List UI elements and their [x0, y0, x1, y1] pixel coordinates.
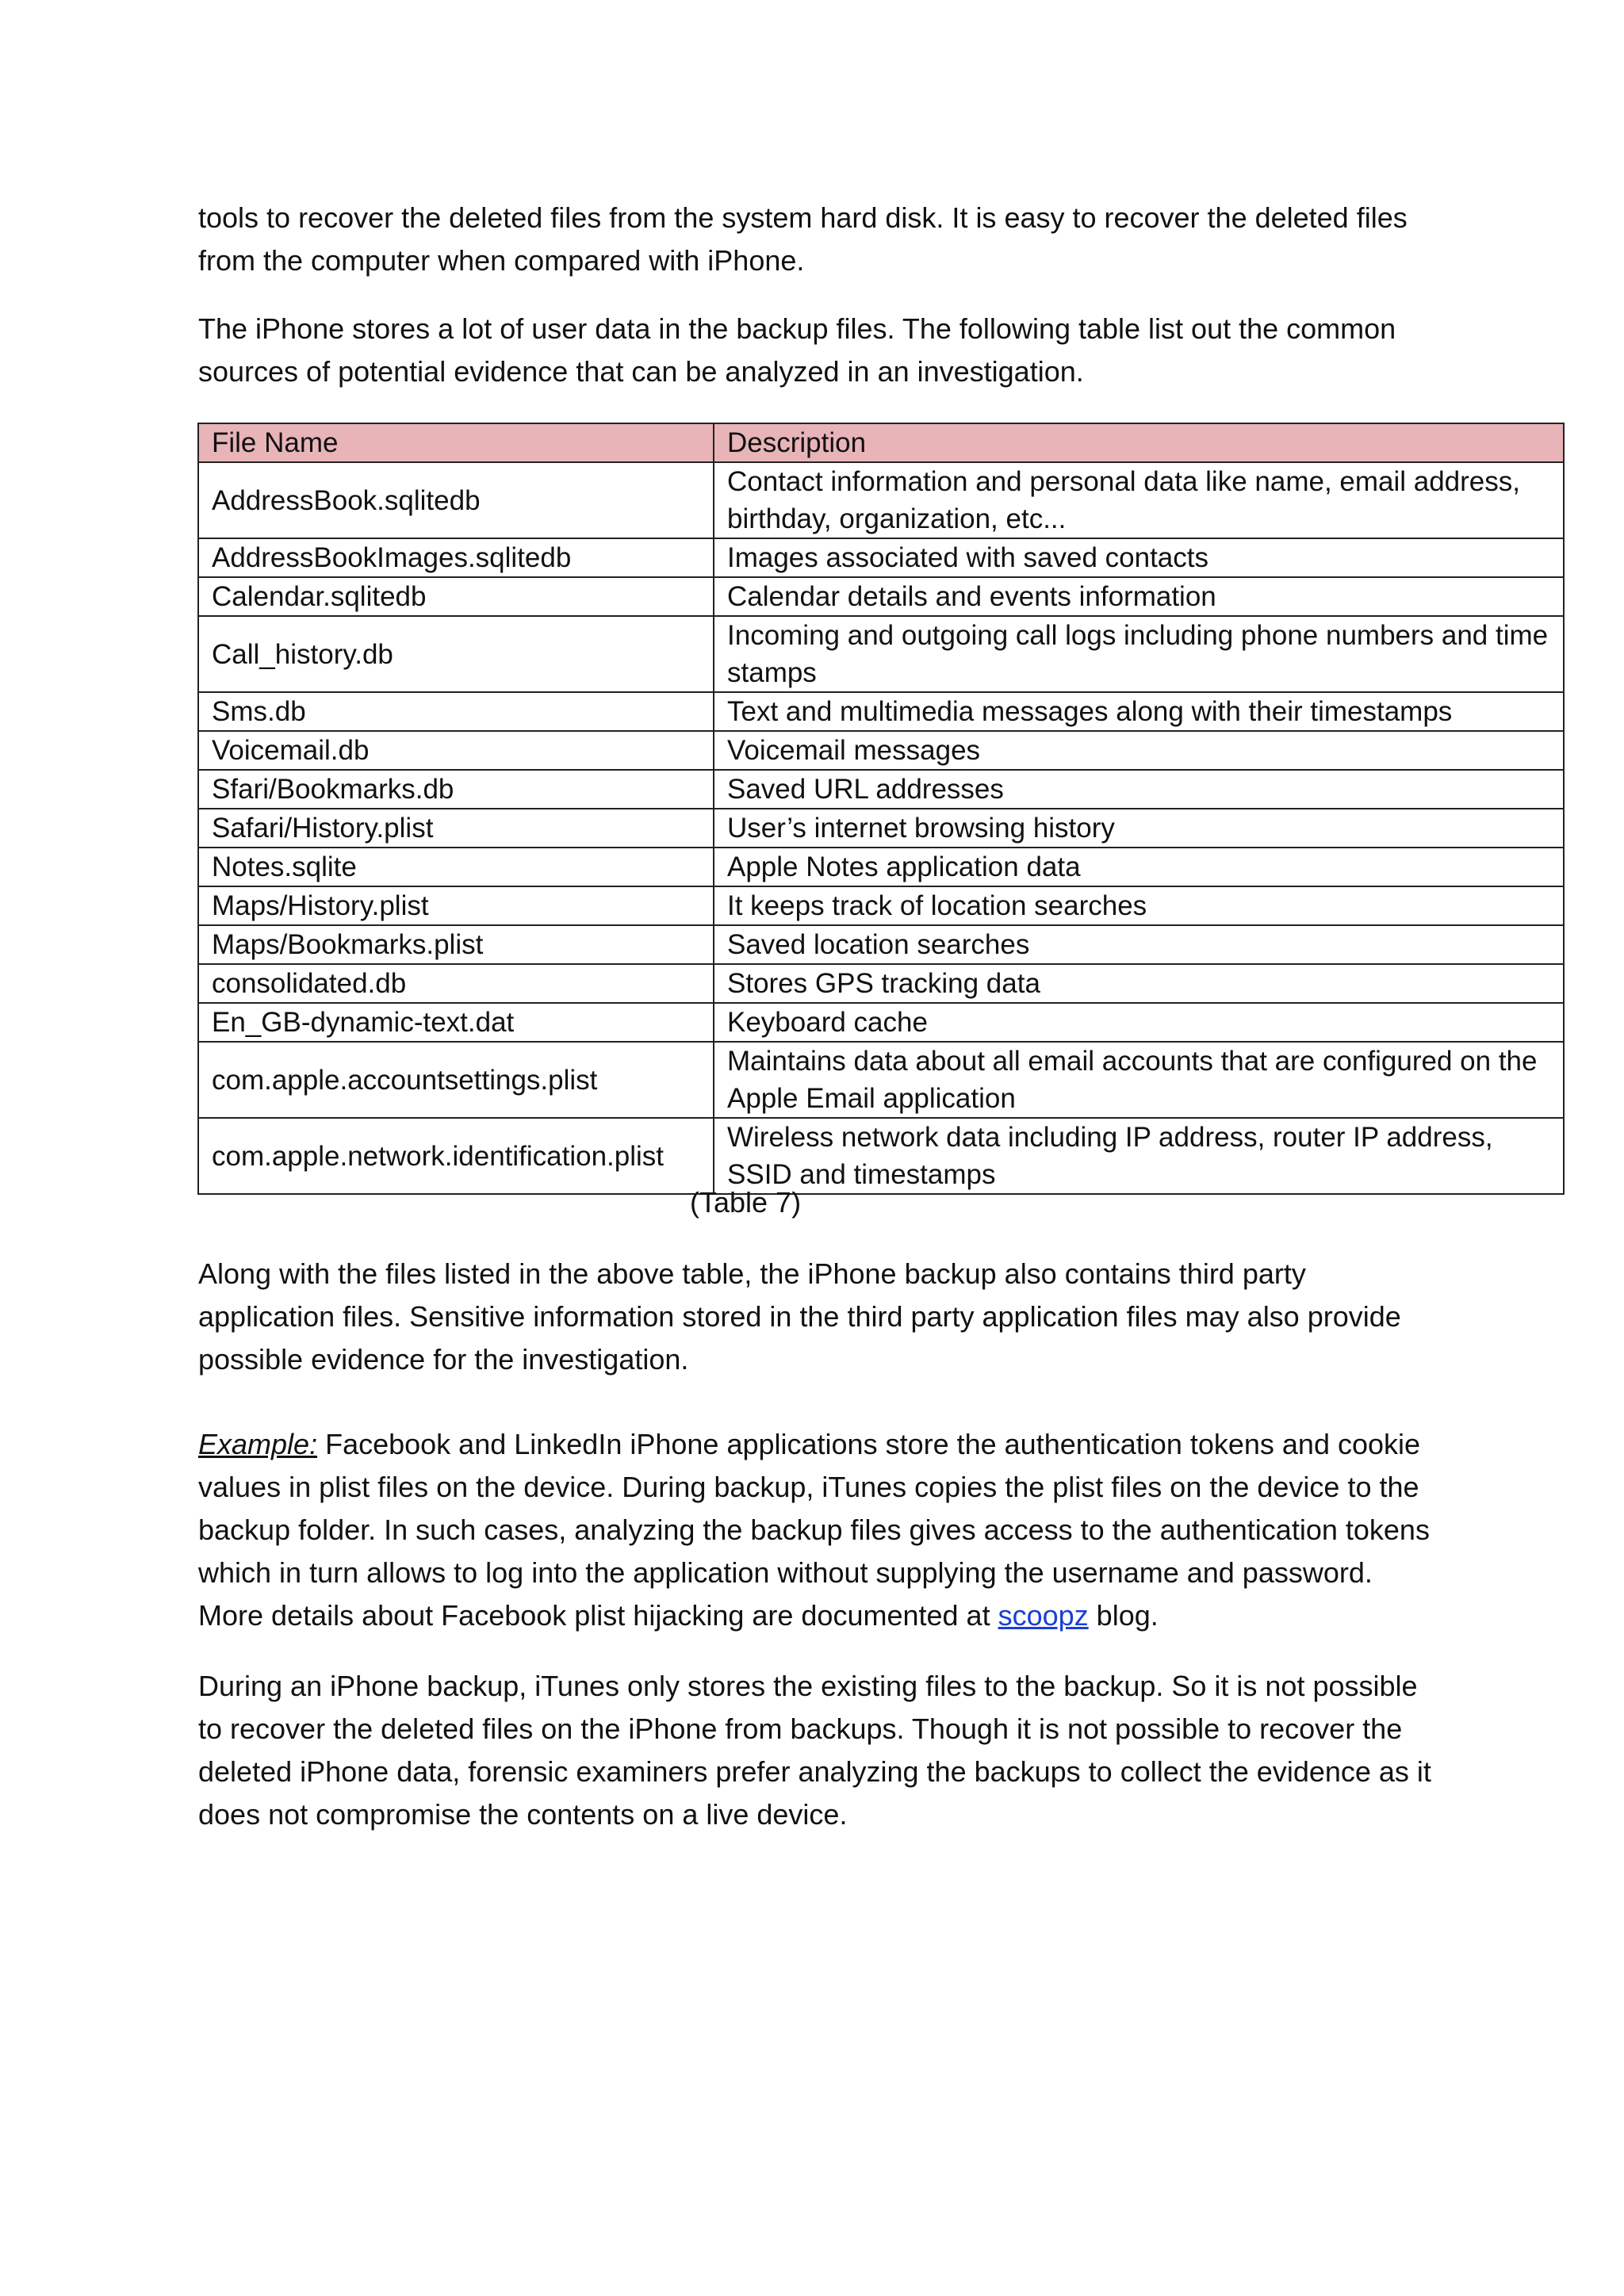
table-row	[198, 692, 1564, 731]
description-cell: Incoming and outgoing call logs including phone numbers and time stamps	[714, 616, 1564, 692]
file-name-cell: Call_history.db	[198, 616, 714, 692]
paragraph-conclusion: During an iPhone backup, iTunes only stores the existing files to the backup. So it is not possible to recover the deleted files on the iPhone from backups. Though it is not possible to recover the deleted iPhone data, forensic examiners prefer analyzing the backups to collect the evidence as it does not compromise the contents on a live device.	[198, 1670, 1431, 1831]
description-cell: Wireless network data including IP address, router IP address, SSID and timestamps	[714, 1118, 1564, 1194]
example-text: Facebook and LinkedIn iPhone applications store the authentication tokens and cookie values in plist files on the device. During backup, iTunes copies the plist files on the device to the backup folder. In such cases, analyzing the backup files gives access to the authentication tokens which in turn allows to log into the application without supplying the username and password.	[198, 1428, 1430, 1589]
table-row	[198, 848, 1564, 886]
file-name-cell: consolidated.db	[198, 964, 714, 1003]
description-cell: Saved location searches	[714, 925, 1564, 964]
description-cell: Images associated with saved contacts	[714, 538, 1564, 577]
evidence-sources-table	[197, 423, 1565, 1195]
paragraph-example	[198, 1423, 1435, 1637]
table-header-row	[198, 423, 1564, 462]
table-row	[198, 1042, 1564, 1118]
paragraph-intro: tools to recover the deleted files from the system hard disk. It is easy to recover the deleted files from the computer when compared with iPhone.	[198, 201, 1408, 277]
file-name-cell: AddressBookImages.sqlitedb	[198, 538, 714, 577]
table-row	[198, 964, 1564, 1003]
description-cell: Apple Notes application data	[714, 848, 1564, 886]
table-row	[198, 731, 1564, 770]
description-cell: It keeps track of location searches	[714, 886, 1564, 925]
description-cell: Calendar details and events information	[714, 577, 1564, 616]
file-name-cell: Maps/History.plist	[198, 886, 714, 925]
paragraph-table-intro: The iPhone stores a lot of user data in the backup files. The following table list out the common sources of potential evidence that can be analyzed in an investigation.	[198, 312, 1396, 388]
details-text-end: blog.	[1088, 1599, 1159, 1632]
file-name-cell: com.apple.accountsettings.plist	[198, 1042, 714, 1118]
table-row	[198, 462, 1564, 538]
table-row	[198, 538, 1564, 577]
table-row	[198, 577, 1564, 616]
file-name-cell: com.apple.network.identification.plist	[198, 1118, 714, 1194]
table-row	[198, 770, 1564, 809]
description-cell: Saved URL addresses	[714, 770, 1564, 809]
file-name-cell: Calendar.sqlitedb	[198, 577, 714, 616]
scoopz-link[interactable]: scoopz	[998, 1599, 1089, 1632]
column-header-description: Description	[714, 423, 1564, 462]
table-row	[198, 1003, 1564, 1042]
table-row	[198, 809, 1564, 848]
description-cell: Keyboard cache	[714, 1003, 1564, 1042]
description-cell: Contact information and personal data like name, email address, birthday, organization, etc...	[714, 462, 1564, 538]
file-name-cell: AddressBook.sqlitedb	[198, 462, 714, 538]
file-name-cell: Sms.db	[198, 692, 714, 731]
file-name-cell: Safari/History.plist	[198, 809, 714, 848]
description-cell: Stores GPS tracking data	[714, 964, 1564, 1003]
description-cell: User’s internet browsing history	[714, 809, 1564, 848]
column-header-file-name: File Name	[198, 423, 714, 462]
file-name-cell: En_GB-dynamic-text.dat	[198, 1003, 714, 1042]
table-row	[198, 925, 1564, 964]
paragraph-third-party: Along with the files listed in the above table, the iPhone backup also contains third party application files. Sensitive information stored in the third party application files may also provide possible evidence for the investigation.	[198, 1257, 1401, 1376]
description-cell: Voicemail messages	[714, 731, 1564, 770]
table-row	[198, 616, 1564, 692]
file-name-cell: Voicemail.db	[198, 731, 714, 770]
table-caption: (Table 7)	[690, 1186, 802, 1219]
file-name-cell: Notes.sqlite	[198, 848, 714, 886]
example-label: Example:	[198, 1428, 318, 1460]
description-cell: Maintains data about all email accounts that are configured on the Apple Email application	[714, 1042, 1564, 1118]
table-row	[198, 1118, 1564, 1194]
table-row	[198, 886, 1564, 925]
description-cell: Text and multimedia messages along with their timestamps	[714, 692, 1564, 731]
details-text: More details about Facebook plist hijacking are documented at	[198, 1599, 998, 1632]
file-name-cell: Sfari/Bookmarks.db	[198, 770, 714, 809]
file-name-cell: Maps/Bookmarks.plist	[198, 925, 714, 964]
